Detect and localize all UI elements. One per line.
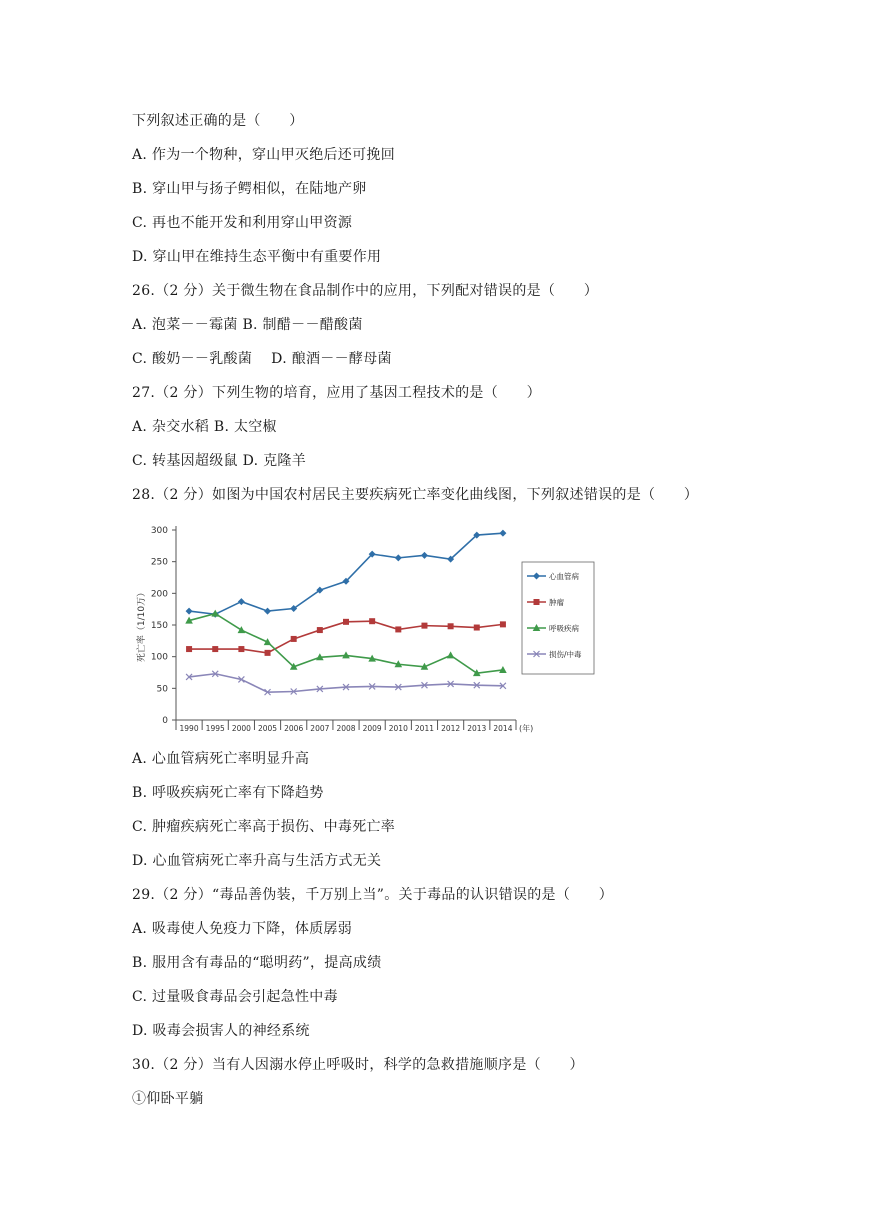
- option-25-b: B. 穿山甲与扬子鳄相似，在陆地产卵: [132, 181, 367, 197]
- x-tick-label: 2006: [284, 724, 304, 733]
- tumor-point: [265, 650, 271, 656]
- x-tick-label: 2007: [310, 724, 330, 733]
- x-axis-suffix: (年): [519, 724, 534, 733]
- options-27-ab: A. 杂交水稻 B. 太空椒: [132, 419, 277, 435]
- y-axis-label: 死亡率（1/10万）: [137, 587, 147, 663]
- x-tick-label: 2000: [231, 724, 251, 733]
- y-tick-label: 50: [156, 684, 168, 695]
- option-29-d: D. 吸毒会损害人的神经系统: [132, 1023, 310, 1039]
- tumor-point: [395, 626, 401, 632]
- x-tick-label: 2005: [257, 724, 278, 733]
- tumor-point: [317, 627, 323, 633]
- cardiovascular-point: [238, 598, 245, 605]
- respiratory-point: [238, 626, 246, 633]
- legend-label: 肿瘤: [549, 598, 564, 607]
- respiratory-point: [499, 666, 507, 673]
- option-29-b: B. 服用含有毒品的“聪明药”，提高成绩: [132, 955, 382, 971]
- y-tick-label: 0: [162, 716, 168, 726]
- option-28-b: B. 呼吸疾病死亡率有下降趋势: [132, 785, 324, 801]
- tumor-point: [238, 646, 244, 652]
- cardiovascular-point: [395, 554, 402, 561]
- question-27: 27.（2 分）下列生物的培育，应用了基因工程技术的是（ ）: [132, 385, 541, 401]
- x-tick-label: 1995: [205, 724, 225, 733]
- x-tick-label: 2008: [336, 724, 356, 733]
- option-25-a: A. 作为一个物种，穿山甲灭绝后还可挽回: [132, 147, 396, 163]
- question-30: 30.（2 分）当有人因溺水停止呼吸时，科学的急救措施顺序是（ ）: [132, 1057, 584, 1073]
- x-tick-label: 2010: [388, 724, 408, 733]
- option-29-c: C. 过量吸食毒品会引起急性中毒: [132, 989, 338, 1005]
- x-tick-label: 2012: [441, 724, 461, 733]
- y-tick-label: 100: [150, 652, 168, 663]
- y-tick-label: 250: [150, 557, 168, 568]
- options-26-cd: C. 酸奶－－乳酸菌 D. 酿酒－－酵母菌: [132, 351, 392, 367]
- cardiovascular-point: [186, 608, 193, 615]
- y-tick-label: 200: [150, 589, 168, 600]
- tumor-point: [421, 623, 427, 629]
- tumor-point: [448, 623, 454, 629]
- options-26-ab: A. 泡菜－－霉菌 B. 制醋－－醋酸菌: [132, 317, 363, 333]
- cardiovascular-point: [421, 552, 428, 559]
- x-tick-label: 2014: [493, 724, 513, 733]
- x-tick-label: 1990: [179, 724, 199, 733]
- question-25-stem: 下列叙述正确的是（ ）: [132, 113, 304, 129]
- cardiovascular-point: [499, 530, 506, 537]
- option-29-a: A. 吸毒使人免疫力下降，体质孱弱: [132, 921, 353, 937]
- tumor-point: [474, 625, 480, 631]
- option-28-d: D. 心血管病死亡率升高与生活方式无关: [132, 853, 382, 869]
- options-27-cd: C. 转基因超级鼠 D. 克隆羊: [132, 453, 306, 469]
- option-28-a: A. 心血管病死亡率明显升高: [132, 751, 310, 767]
- option-28-c: C. 肿瘤疾病死亡率高于损伤、中毒死亡率: [132, 819, 396, 835]
- x-tick-label: 2011: [414, 724, 435, 733]
- respiratory-point: [447, 651, 455, 658]
- tumor-point: [500, 621, 506, 627]
- legend-label: 呼吸疾病: [549, 624, 579, 633]
- legend-label: 损伤/中毒: [549, 650, 582, 659]
- question-28: 28.（2 分）如图为中国农村居民主要疾病死亡率变化曲线图，下列叙述错误的是（ ）: [132, 487, 699, 503]
- tumor-point: [212, 646, 218, 652]
- mortality-line-chart: [130, 516, 582, 738]
- cardiovascular-point: [264, 608, 271, 615]
- question-29: 29.（2 分）“毒品善伪装，千万别上当”。关于毒品的认识错误的是（ ）: [132, 887, 614, 903]
- step-30-1: ①仰卧平躺: [132, 1091, 204, 1107]
- tumor-point: [369, 618, 375, 624]
- x-tick-label: 2009: [362, 724, 382, 733]
- x-tick-label: 2013: [467, 724, 487, 733]
- question-26: 26.（2 分）关于微生物在食品制作中的应用，下列配对错误的是（ ）: [132, 283, 599, 299]
- option-25-c: C. 再也不能开发和利用穿山甲资源: [132, 215, 353, 231]
- tumor-point: [291, 636, 297, 642]
- tumor-point: [186, 646, 192, 652]
- injury-poisoning-series-line: [189, 674, 503, 692]
- legend-tumor-point: [534, 599, 540, 605]
- cardiovascular-series-line: [189, 533, 503, 614]
- tumor-point: [343, 619, 349, 625]
- y-tick-label: 300: [150, 526, 168, 536]
- y-tick-label: 150: [150, 621, 168, 631]
- legend-label: 心血管病: [549, 572, 579, 581]
- option-25-d: D. 穿山甲在维持生态平衡中有重要作用: [132, 249, 382, 265]
